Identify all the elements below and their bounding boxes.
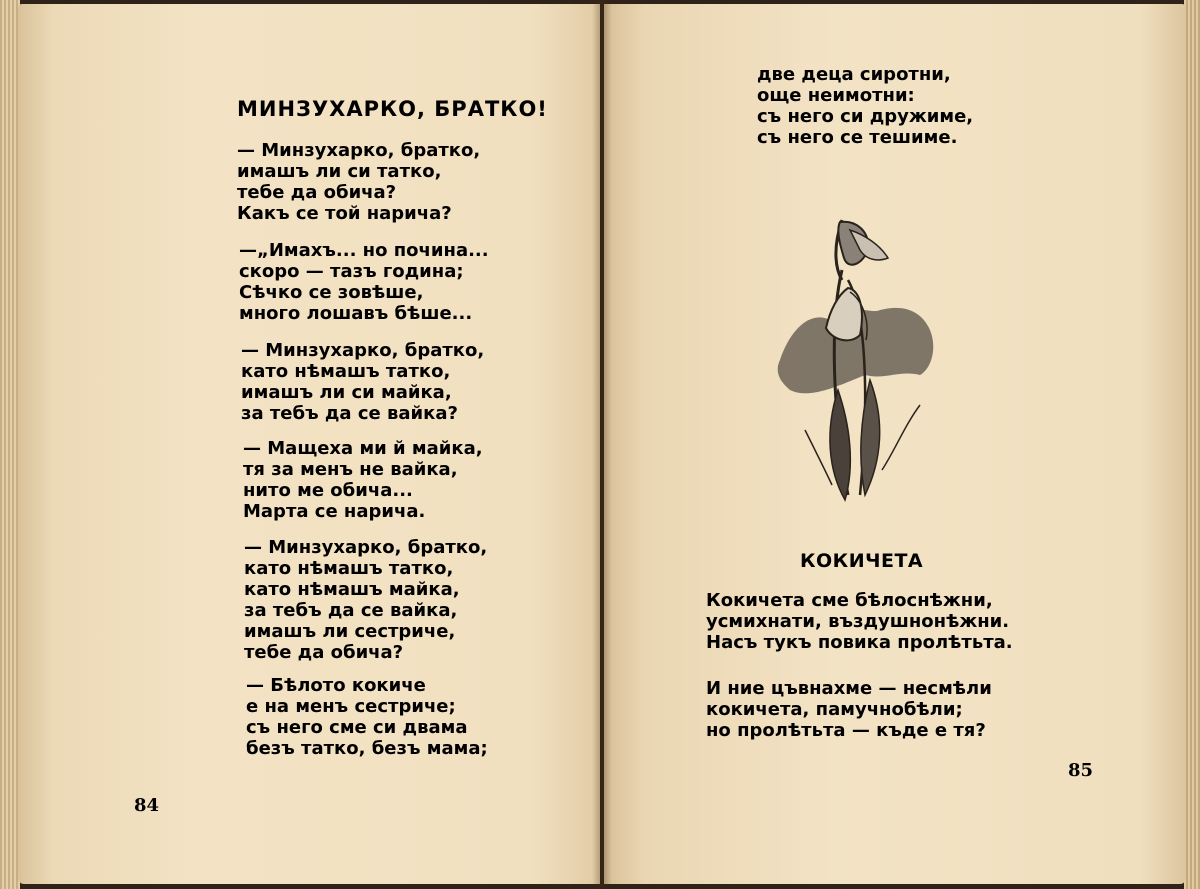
verse-line: Марта се нарича. [243, 501, 426, 522]
page-number-right: 85 [1068, 760, 1094, 781]
verse-line: още неимотни: [757, 85, 915, 106]
verse-line: имашъ ли сестриче, [244, 621, 456, 642]
verse-line: тебе да обича? [237, 182, 397, 203]
stanza-6 [246, 675, 488, 759]
verse-line: имашъ ли си татко, [237, 161, 442, 182]
stanza-right-1 [706, 590, 1013, 653]
page-edges-left [0, 0, 20, 889]
stanza-5 [244, 537, 487, 663]
verse-line: тебе да обича? [244, 642, 404, 663]
verse-line: като нѣмашъ татко, [244, 558, 454, 579]
verse-line: за тебъ да се вайка? [241, 403, 458, 424]
verse-line: две деца сиротни, [757, 64, 951, 85]
verse-line: но пролѣтьта — къде е тя? [706, 720, 986, 741]
stanza-3 [241, 340, 484, 424]
verse-line: много лошавъ бѣше... [239, 303, 473, 324]
stanza-1 [237, 140, 480, 224]
verse-line: имашъ ли си майка, [241, 382, 452, 403]
verse-line: Какъ се той нарича? [237, 203, 452, 224]
verse-line: усмихнати, въздушнонѣжни. [706, 611, 1010, 632]
verse-line: скоро — тазъ година; [239, 261, 464, 282]
stanza-2 [239, 240, 489, 324]
verse-line: —„Имахъ... но почина... [239, 240, 489, 261]
page-number-left: 84 [134, 795, 160, 816]
stanza-right-2 [706, 678, 992, 741]
verse-line: Кокичета сме бѣлоснѣжни, [706, 590, 993, 611]
poem-title-right: КОКИЧЕТА [800, 550, 924, 572]
verse-line: съ него се тешиме. [757, 127, 958, 148]
verse-line: — Бѣлото кокиче [246, 675, 426, 696]
verse-line: — Минзухарко, братко, [241, 340, 485, 361]
verse-line: — Минзухарко, братко, [244, 537, 488, 558]
snowdrop-illustration [770, 210, 940, 505]
verse-line: нито ме обича... [243, 480, 413, 501]
verse-line: кокичета, памучнобѣли; [706, 699, 963, 720]
verse-line: съ него си дружиме, [757, 106, 974, 127]
verse-line: И ние цъвнахме — несмѣли [706, 678, 992, 699]
verse-line: като нѣмашъ майка, [244, 579, 460, 600]
verse-line: за тебъ да се вайка, [244, 600, 458, 621]
verse-line: Насъ тукъ повика пролѣтьта. [706, 632, 1013, 653]
book-gutter [592, 0, 612, 889]
verse-line: съ него сме си двама [246, 717, 468, 738]
verse-line: — Мащеха ми й майка, [243, 438, 483, 459]
verse-line: е на менъ сестриче; [246, 696, 456, 717]
verse-line: — Минзухарко, братко, [237, 140, 481, 161]
poem-title-left: МИНЗУХАРКО, БРАТКО! [237, 97, 548, 121]
stanza-4 [243, 438, 483, 522]
verse-line: Сѣчко се зовѣше, [239, 282, 424, 303]
page-edges-right [1184, 0, 1200, 889]
verse-line: безъ татко, безъ мама; [246, 738, 488, 759]
verse-line: тя за менъ не вайка, [243, 459, 458, 480]
continuation-stanza [757, 64, 973, 148]
verse-line: като нѣмашъ татко, [241, 361, 451, 382]
